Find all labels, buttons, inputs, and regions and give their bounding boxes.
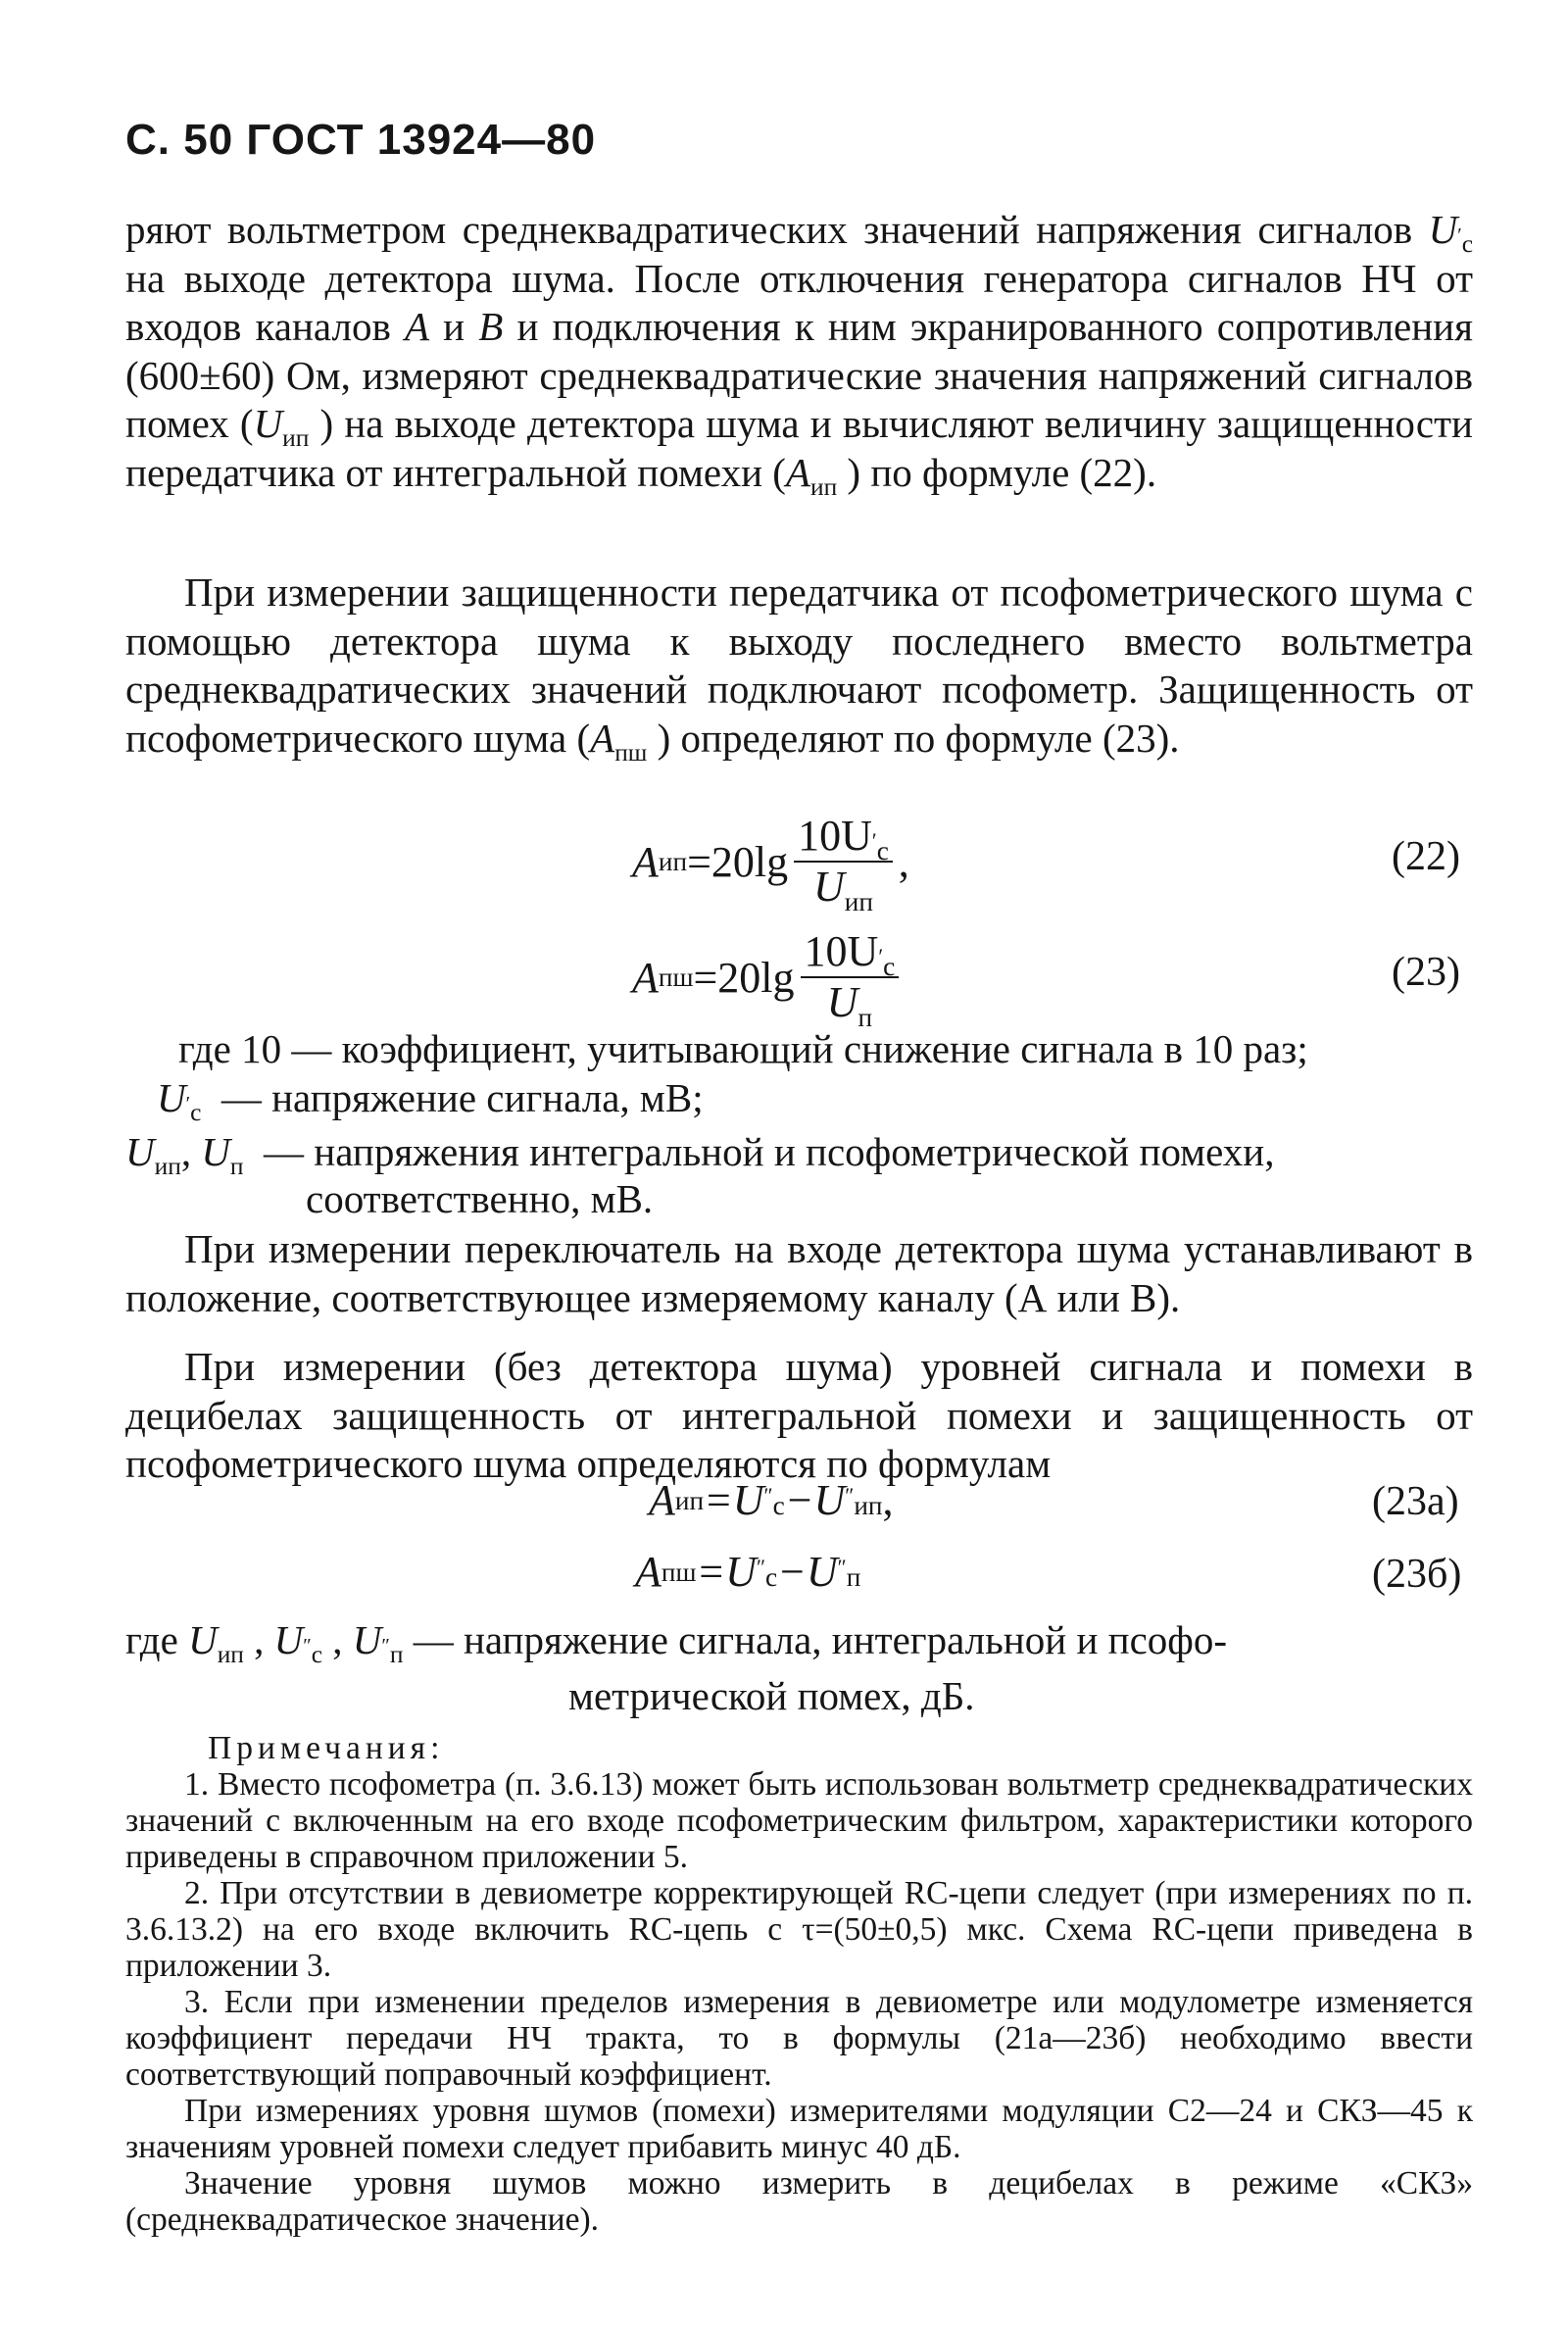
formula-23a: А ип =U ″с −U ″ип , [649,1476,894,1524]
p2-text-2: ) определяют по формуле (23). [647,715,1180,761]
note-5: Значение уровня шумов можно измерить в децибелах в режиме «СКЗ» (среднеквадратическое значение). [125,2165,1473,2238]
note-4: При измерениях уровня шумов (помехи) измерителями модуляции С2—24 и СКЗ—45 к значениям уровней помехи следует прибавить минус 40 дБ. [125,2093,1473,2165]
p1-text-5: ) по формуле (22). [837,449,1157,495]
p1-text-4: ) на выходе детектора шума и вычисляют величину защищенности передатчика от интегральной помехи ( [125,401,1473,495]
formula-22-number: (22) [1392,834,1460,879]
var-aip: А [785,449,810,495]
channel-b: В [478,304,504,349]
var-apsh: А [590,715,615,761]
paragraph-4: При измерении (без детектора шума) уровней сигнала и помехи в децибелах защищенность от интегральной помехи и защищенность от псофометрического шума определяются по формулам [125,1344,1473,1486]
paragraph-3: При измерении переключатель на входе детектора шума устанавливают в положение, соответствующее измеряемому каналу (А или В). [125,1226,1473,1320]
p1-text-1: ряют вольтметром среднеквадратических значений напряжения сигналов [125,207,1429,252]
where-uip-line: $U_{ип}$, $U_п$ — напряжения интегральной и псофометрической помехи, [125,1129,1275,1181]
formula-23a-number: (23а) [1372,1479,1459,1524]
note-3: 3. Если при изменении пределов измерения в девиометре или модулометре изменяется коэффициент передачи НЧ тракта, то в формулы (21а—23б) необходимо ввести соответствующий поправочный коэффициент. [125,1984,1473,2093]
note-2: 2. При отсутствии в девиометре корректирующей RC-цепи следует (при измерениях по п. 3.6.13.2) на его входе включить RC-цепь с τ=(50±0,5) мкс. Схема RC-цепи приведена в приложении 3. [125,1875,1473,1984]
where-10-line: где 10 — коэффициент, учитывающий снижение сигнала в 10 раз; [178,1026,1308,1071]
formula-23b-number: (23б) [1372,1552,1462,1597]
note-1: 1. Вместо псофометра (п. 3.6.13) может быть использован вольтметр среднеквадратических значений с включенным на его входе псофометрическим фильтром, характеристики которого приведены в справочном приложении 5. [125,1766,1473,1875]
page-header: С. 50 ГОСТ 13924—80 [125,116,597,164]
var-uc: U [1428,207,1458,252]
formula-22: А ип =20lg $\frac{10U_{'с}}{U_{ип}}$ , [632,812,909,916]
var-uip: U [253,401,283,446]
where-uc-line: $U_{'с}$ — напряжение сигнала, мВ; [157,1075,704,1127]
where-2-line-2: метрической помех, дБ. [568,1673,975,1718]
notes-title: Примечания: [208,1730,445,1766]
paragraph-1: ряют вольтметром среднеквадратических значений напряжения сигналов $U_{'с}$ на выходе детектора шума. После отключения генератора сигналов НЧ от входов каналов А и В и подключения к ним экранированного сопротивления (600±60) Ом, измеряют среднеквадратические значения напряжений сигналов помех ($U_{ип}$ ) на выходе детектора шума и вычисляют величину защищенности передатчика от интегральной помехи ($А_{ип}$ ) по формуле (22). [125,207,1473,501]
p1-text-2: на выходе детектора шума. После отключения генератора сигналов НЧ от входов каналов [125,255,1473,349]
formula-22-fraction: $\frac{10U_{'с}}{U_{ип}}$ [794,814,893,910]
channel-a: А [404,304,429,349]
formula-23: А пш =20lg $\frac{10U_{'с}}{U_п}$ [632,929,905,1025]
formula-23b: А пш =U ″с −U ″п [635,1548,861,1596]
where-2-line: где $U_{ип}$ , $U_{''с}$ , $U_{''п}$ — напряжение сигнала, интегральной и псофо- [125,1617,1227,1669]
where-uip-line-2: соответственно, мВ. [306,1176,654,1221]
notes-section [125,1730,1473,2238]
formula-23-fraction: $\frac{10U_{'с}}{U_п}$ [801,929,900,1025]
p2-text-1: При измерении защищенности передатчика от псофометрического шума с помощью детектора шума к выходу последнего вместо вольтметра среднеквадратических значений подключают псофометр. Защищенность от псофометрического шума ( [125,569,1473,761]
formula-23-number: (23) [1392,950,1460,995]
paragraph-2: При измерении защищенности передатчика от псофометрического шума с помощью детектора шума к выходу последнего вместо вольтметра среднеквадратических значений подключают псофометр. Защищенность от псофометрического шума ($А_{пш}$ ) определяют по формуле (23). [125,569,1473,767]
p1-text-3: и подключения к ним экранированного сопротивления (600±60) Ом, измеряют среднеквадратические значения напряжений сигналов помех ( [125,304,1473,446]
sub-c: ′с [1457,224,1473,259]
